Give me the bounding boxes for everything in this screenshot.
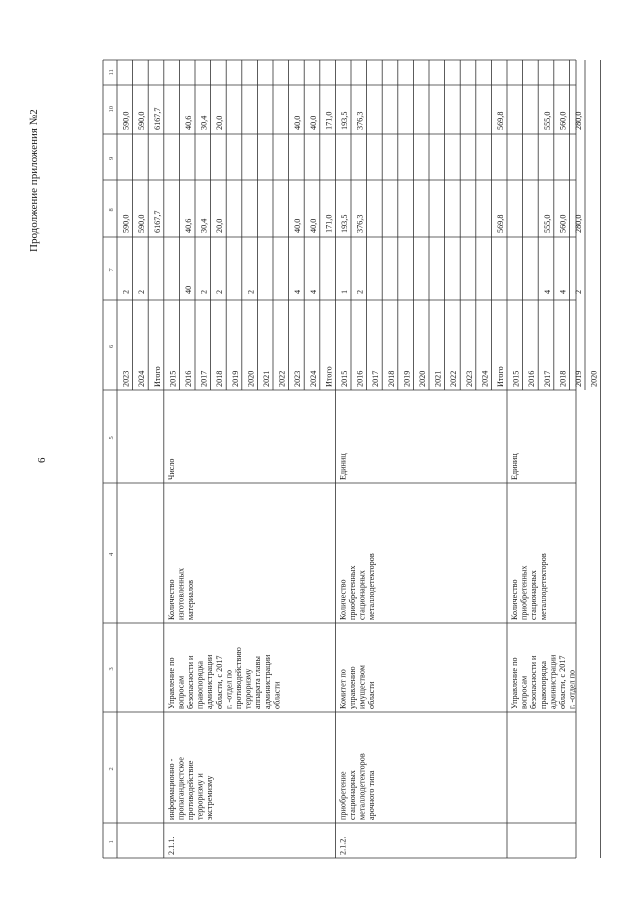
section-name: стационарных [348,770,357,820]
value-col6: 40 [184,285,193,294]
value-col6: 4 [542,289,552,294]
column-number: 7 [108,268,115,272]
value-col7: 569,8 [496,214,505,233]
section-executor: Управление по [510,657,519,709]
section-executor: г. -отдел по [567,669,577,709]
section-executor: противодействию [234,647,243,709]
section-executor: правопорядка [195,660,205,709]
column-number: 2 [108,767,115,771]
value-col6: 4 [293,289,303,294]
value-col9: 40,0 [293,115,303,130]
section-executor: Управление по [166,657,176,709]
value-col9: 560,0 [558,111,568,130]
section-executor: безопасности и [529,655,539,709]
section-name: терроризму и [195,773,205,820]
value-col6: 2 [215,289,225,294]
value-col6: 1 [340,289,349,294]
section-executor: администрации [262,654,272,709]
column-number: 11 [108,69,115,76]
section-executor: области, с 2017 [558,655,567,709]
value-col7: 590,0 [121,214,131,233]
year-cell: 2023 [293,370,303,387]
year-cell: 2024 [308,370,318,387]
value-col7: 171,0 [324,214,334,233]
value-col6: 4 [308,289,318,294]
page-title: Продолжение приложения №2 [28,109,40,252]
year-cell: 2016 [355,370,365,387]
section-indicator: Количество [510,579,519,620]
section-indicator: материалов [186,580,195,620]
section-executor: правопорядка [538,660,548,709]
value-col9: 376,3 [355,111,365,130]
value-col9: 590,0 [137,111,147,130]
column-number: 5 [108,436,115,440]
section-name: приобретение [338,771,348,820]
value-col7: 555,0 [542,214,552,233]
value-col6: 2 [574,289,583,294]
year-cell: Итого [496,366,505,387]
value-col7: 40,0 [308,218,318,233]
year-cell: 2016 [527,370,537,387]
value-col9: 193,5 [340,111,349,130]
section-indicator: стационарных [529,570,539,620]
value-col9: 6167,7 [152,107,162,130]
section-executor: администрации [205,654,215,709]
year-cell: 2018 [558,370,568,387]
section-indicator: приобретенных [348,565,357,620]
column-number: 3 [108,667,115,671]
year-cell: 2020 [418,370,427,387]
section-executor: области, с 2017 [214,655,224,709]
section-executor: управлению [348,666,357,709]
section-executor: Комитет по [338,669,348,709]
year-cell: 2017 [199,370,209,387]
value-col9: 40,0 [308,115,318,130]
year-cell: Итого [324,366,334,387]
year-cell: 2015 [340,370,349,387]
section-name: экстремизму [205,775,215,820]
year-cell: 2017 [371,370,381,387]
value-col7: 40,6 [184,218,193,233]
section-executor: области [367,681,377,709]
section-indicator: стационарных [357,570,367,620]
year-cell: 2023 [464,370,474,387]
table-grid [103,60,601,858]
section-number: 2.1.2. [338,836,348,855]
section-indicator: Количество [338,579,348,620]
value-col6: 2 [137,289,147,294]
section-executor: вопросам [176,675,186,709]
year-cell: 2017 [542,370,552,387]
year-cell: 2021 [433,370,443,387]
value-col7: 40,0 [293,218,303,233]
year-cell: 2023 [121,370,131,387]
value-col6: 2 [121,289,131,294]
value-col7: 6167,7 [152,210,162,233]
value-col6: 2 [246,289,256,294]
column-number: 4 [108,552,115,556]
value-col6: 2 [199,289,209,294]
section-unit: Единиц [510,453,519,480]
value-col9: 171,0 [324,111,334,130]
year-cell: 2022 [449,370,459,387]
section-indicator: металлодетекторов [538,553,548,620]
section-executor: администрации [548,654,558,709]
table-text [108,69,599,855]
section-number: 2.1.1. [166,836,176,855]
section-name: арочного типа [367,770,377,820]
section-executor: имуществом [357,665,367,709]
value-col7: 590,0 [137,214,147,233]
section-indicator: приобретенных [519,565,529,620]
year-cell: 2015 [168,370,178,387]
value-col7: 20,0 [215,218,225,233]
section-name: противодействие [186,760,195,820]
value-col6: 2 [355,289,365,294]
page-number: 6 [36,457,48,463]
value-col9: 555,0 [542,111,552,130]
section-executor: вопросам [519,675,529,709]
section-name: металлодетекторов [357,753,367,820]
section-indicator: изготовленных [176,567,186,620]
value-col9: 20,0 [215,115,225,130]
section-executor: аппарата главы [253,656,263,709]
year-cell: 2021 [262,370,271,387]
column-number: 6 [108,344,115,348]
year-cell: 2019 [230,370,240,387]
value-col6: 4 [558,289,568,294]
value-col9: 30,4 [199,115,209,130]
year-cell: 2018 [215,370,225,387]
section-indicator: металлодетекторов [367,553,377,620]
section-executor: г. -отдел по [224,669,234,709]
section-executor: области [272,681,282,709]
value-col9: 590,0 [121,111,131,130]
year-cell: Итого [152,366,162,387]
year-cell: 2019 [574,370,583,387]
year-cell: 2020 [246,370,256,387]
year-cell: 2024 [480,370,490,387]
column-number: 10 [108,106,115,113]
column-number: 1 [108,840,115,844]
year-cell: 2019 [402,370,412,387]
value-col7: 560,0 [558,214,568,233]
value-col9: 569,8 [496,111,505,130]
value-col7: 193,5 [340,214,349,233]
value-col9: 280,0 [574,111,583,130]
section-executor: безопасности и [186,655,195,709]
section-unit: Число [166,458,176,480]
section-executor: терроризму [243,668,253,709]
year-cell: 2015 [511,370,521,387]
column-number: 8 [108,208,115,212]
value-col9: 40,6 [184,115,193,130]
value-col7: 30,4 [199,218,209,233]
year-cell: 2018 [386,370,396,387]
value-col7: 376,3 [355,214,365,233]
value-col7: 280,0 [574,214,583,233]
year-cell: 2024 [137,370,147,387]
section-name: пропагандистское [176,757,186,820]
year-cell: 2020 [589,370,599,387]
column-number: 9 [108,156,115,160]
year-cell: 2022 [277,370,287,387]
section-name: информационно - [166,758,176,820]
section-indicator: Количество [166,579,176,620]
section-unit: Единиц [338,453,348,480]
year-cell: 2016 [184,370,193,387]
